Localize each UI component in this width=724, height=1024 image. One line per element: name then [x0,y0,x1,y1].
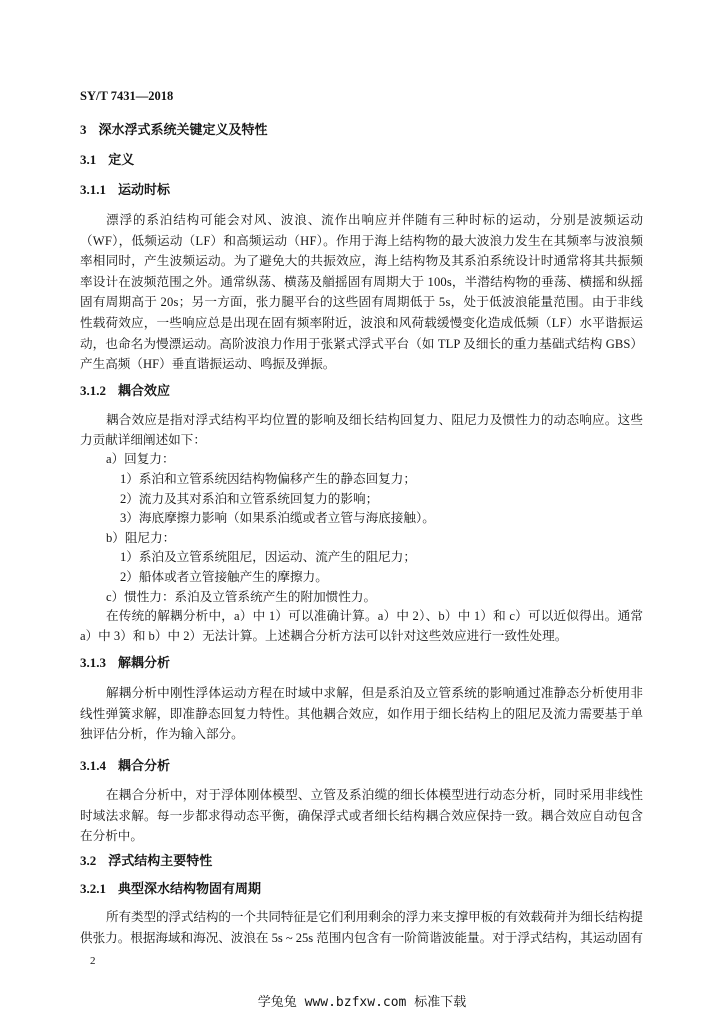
text-line: 率相同时，产生波频运动。为了避免大的共振效应，海上结构物及其系泊系统设计时通常将其共振频 [80,254,644,269]
text-line: 率设计在波频范围之外。通常纵荡、横荡及艏摇固有周期大于 100s，半潜结构物的垂荡、横摇和纵摇 [80,274,644,289]
section-heading [80,854,212,868]
sub-list-item: 2）船体或者立管接触产生的摩擦力。 [120,570,328,585]
subsection-heading [80,384,170,398]
page-number: 2 [90,955,96,967]
text-line: 所有类型的浮式结构的一个共同特征是它们利用剩余的浮力来支撑甲板的有效载荷并为细长结构提 [106,910,643,924]
heading-title: 定义 [108,152,135,167]
sub-list-item: 1）系泊及立管系统阻尼，因运动、流产生的阻尼力； [120,550,416,565]
heading-title: 耦合分析 [118,758,171,773]
text-line: 动，也命名为慢漂运动。高阶波浪力作用于张紧式浮式平台（如 TLP 及细长的重力基础式结构 GBS） [80,336,644,351]
sub-list-item: 1）系泊和立管系统因结构物偏移产生的静态回复力； [120,471,416,486]
heading-title: 耦合效应 [118,383,171,398]
list-item: a）回复力： [106,452,175,467]
heading-number: 3.1.3 [80,655,106,670]
text-line: 在耦合分析中，对于浮体刚体模型、立管及系泊缆的细长体模型进行动态分析，同时采用非线性 [106,788,644,802]
text-line: （WF），低频运动（LF）和高频运动（HF）。作用于海上结构物的最大波浪力发生在其频率与波浪频 [80,233,644,248]
text-line: 线性弹簧求解，即准静态回复力特性。其他耦合效应，如作用于细长结构上的阻尼及流力需要基于单 [80,706,644,721]
section-heading [80,153,134,167]
standard-number: SY/T 7431—2018 [80,89,174,103]
text-line: a）中 3）和 b）中 2）无法计算。上述耦合分析方法可以针对这些效应进行一致性处理。 [80,629,568,644]
subsection-heading [80,183,170,197]
subsection-heading [80,882,261,896]
heading-number: 3 [80,122,87,137]
text-line: 固有周期高于 20s；另一方面，张力腿平台的这些固有周期低于 5s，处于低波浪能量范围。由于非线 [80,295,644,310]
heading-title: 运动时标 [118,182,171,197]
heading-number: 3.2.1 [80,881,106,896]
heading-number: 3.1.1 [80,182,106,197]
footer-watermark: 学兔兔 www.bzfxw.com 标准下载 [257,995,467,1010]
heading-number: 3.1.4 [80,758,106,773]
sub-list-item: 2）流力及其对系泊和立管系统回复力的影响； [120,491,379,506]
text-line: 供张力。根据海域和海况、波浪在 5s ~ 25s 范围内包含有一阶简谐波能量。对于浮式结构，其运动固有 [80,931,643,945]
heading-number: 3.1 [80,152,97,167]
paragraph [80,210,643,375]
text-line: 解耦分析中刚性浮体运动方程在时域中求解，但是系泊及立管系统的影响通过准静态分析使用非 [106,686,644,700]
subsection-heading [80,656,170,670]
heading-number: 3.1.2 [80,383,106,398]
heading-title: 浮式结构主要特性 [108,853,213,868]
heading-title: 解耦分析 [118,655,171,670]
text-line: 力贡献详细阐述如下： [80,432,206,447]
text-line: 时域法求解。每一步都求得动态平衡，确保浮式或者细长结构耦合效应保持一致。耦合效应自动包含 [80,808,644,823]
list-item: b）阻尼力： [106,530,176,545]
text-line: 独评估分析，作为输入部分。 [80,727,244,741]
subsection-heading [80,759,170,773]
paragraph [80,411,643,647]
paragraph [80,907,643,949]
text-line: 在传统的解耦分析中，a）中 1）可以准确计算。a）中 2）、b）中 1）和 c）可以近似得出。通常 [106,609,644,624]
text-line: 耦合效应是指对浮式结构平均位置的影响及细长结构回复力、阻尼力及惯性力的动态响应。这些 [106,413,644,427]
sub-list-item: 3）海底摩擦力影响（如果系泊缆或者立管与海底接触）。 [120,511,435,526]
text-line: 性载荷效应，一些响应总是出现在固有频率附近，波浪和风荷载缓慢变化造成低频（LF）水平谐振运 [80,315,644,330]
text-line: 漂浮的系泊结构可能会对风、波浪、流作出响应并伴随有三种时标的运动，分别是波频运动 [106,213,644,227]
list-item: c）惯性力：系泊及立管系统产生的附加惯性力。 [106,589,377,604]
paragraph [80,785,643,847]
heading-title: 典型深水结构物固有周期 [118,881,262,896]
text-line: 在分析中。 [80,829,143,843]
heading-title: 深水浮式系统关键定义及特性 [98,122,268,137]
paragraph [80,683,643,745]
chapter-heading [80,123,268,137]
heading-number: 3.2 [80,853,97,868]
text-line: 产生高频（HF）垂直谐振运动、鸣振及弹振。 [80,357,336,372]
